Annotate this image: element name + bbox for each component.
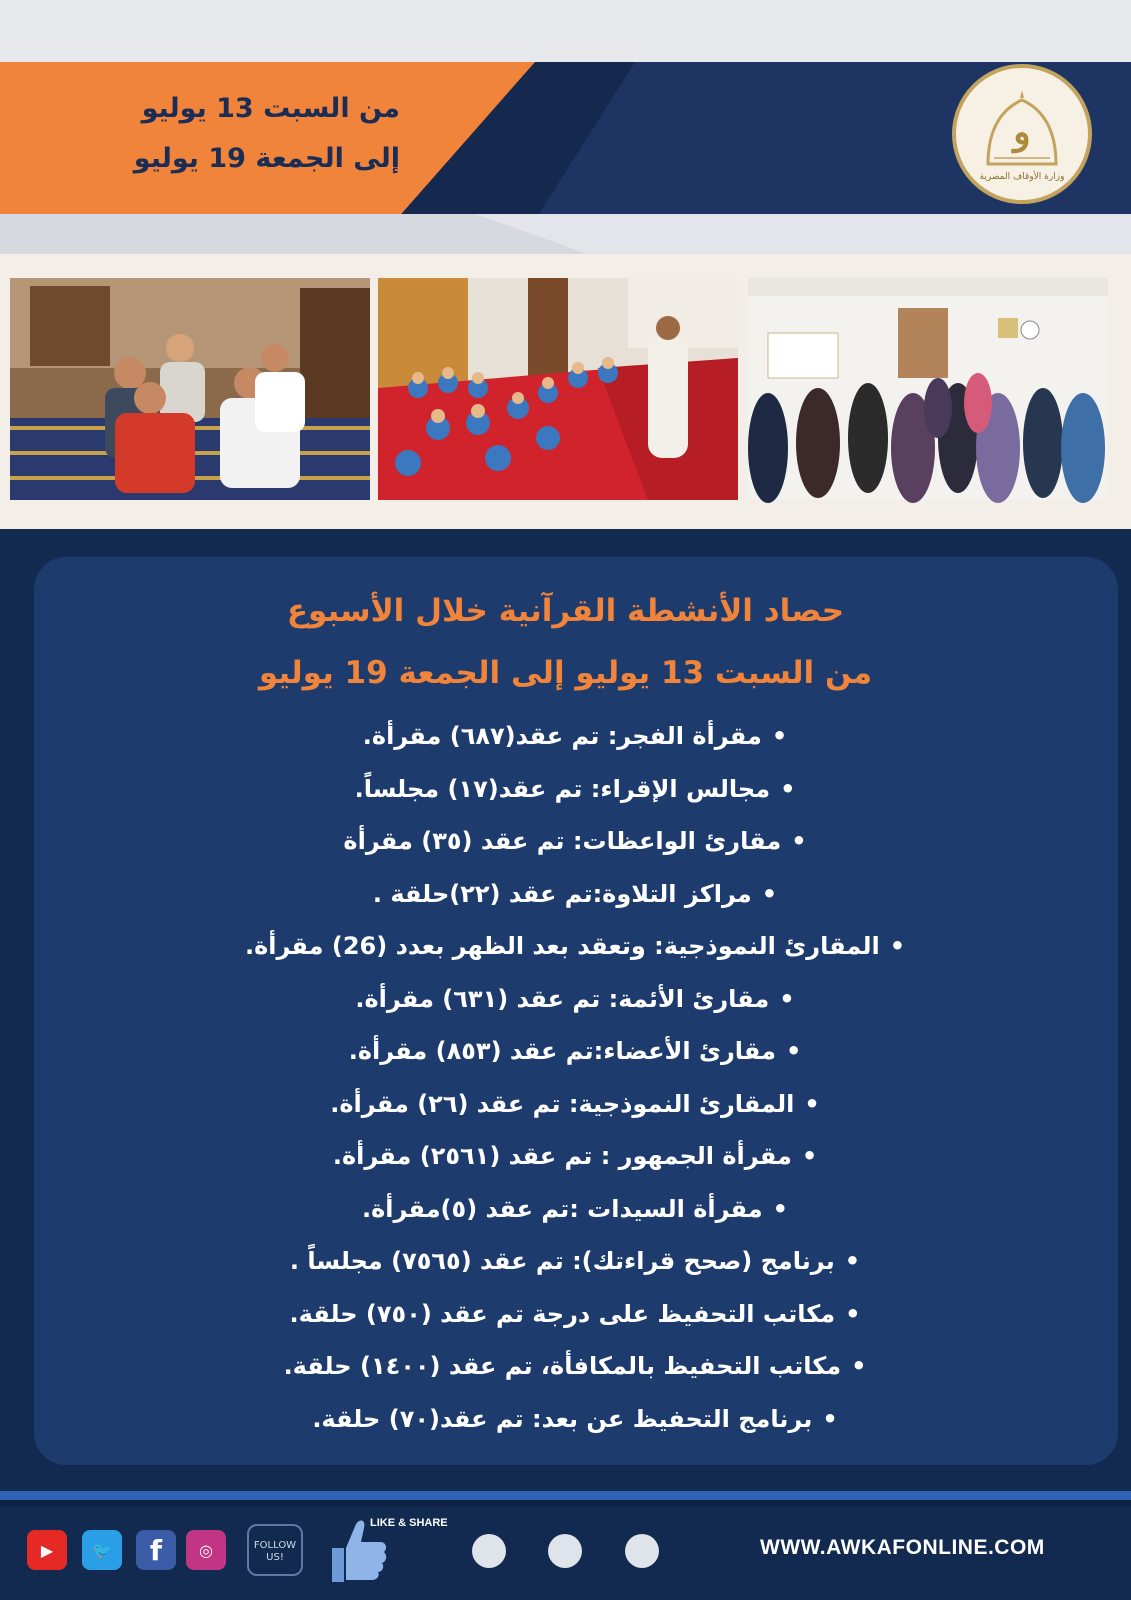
list-item-text: مقرأة الجمهور : تم عقد (٢٥٦١) مقرأة.	[332, 1142, 792, 1170]
website-link[interactable]: WWW.AWKAFONLINE.COM	[760, 1536, 1045, 1559]
list-item-text: مقرأة الفجر: تم عقد(٦٨٧) مقرأة.	[362, 722, 762, 750]
bullet-icon: •	[761, 879, 778, 908]
mosque-dome-icon	[974, 86, 1070, 170]
header-date-range	[70, 84, 400, 184]
like-share-badge	[320, 1510, 448, 1590]
page-dot	[625, 1534, 659, 1568]
bullet-icon: •	[779, 984, 795, 1013]
photo-men-reading-quran	[10, 278, 370, 500]
instagram-icon[interactable]: ◎	[186, 1530, 226, 1570]
page-dot	[548, 1534, 582, 1568]
bullet-icon: •	[791, 827, 807, 855]
header-top-strip	[0, 0, 1131, 62]
footer-accent-line	[0, 1491, 1131, 1500]
list-item-text: المقارئ النموذجية: وتعقد بعد الظهر بعدد (26) مقرأة.	[244, 932, 880, 960]
list-item-text: مقرأة السيدات :تم عقد (٥)مقرأة.	[361, 1194, 763, 1223]
card-title-date-range: من السبت 13 يوليو إلى الجمعة 19 يوليو	[258, 655, 873, 691]
bullet-icon: •	[804, 1089, 820, 1118]
activities-list	[60, 710, 1090, 1445]
list-item	[60, 710, 1090, 763]
date-line-start: من السبت 13 يوليو	[141, 93, 400, 124]
list-item	[60, 1025, 1090, 1078]
svg-text:LIKE & SHARE: LIKE & SHARE	[370, 1517, 448, 1529]
photo-women-quran-session	[748, 278, 1108, 500]
follow-us-badge: FOLLOW US!	[247, 1524, 303, 1576]
list-item	[60, 1130, 1090, 1183]
list-item-text: مقارئ الأئمة: تم عقد (٦٣١) مقرأة.	[355, 984, 770, 1013]
bullet-icon: •	[772, 1194, 789, 1223]
list-item-text: مقارئ الأعضاء:تم عقد (٨٥٣) مقرأة.	[348, 1037, 776, 1065]
youtube-icon[interactable]: ▶	[27, 1530, 67, 1570]
list-item	[60, 973, 1090, 1026]
bullet-icon: •	[851, 1352, 867, 1380]
list-item-text: مكاتب التحفيظ على درجة تم عقد (٧٥٠) حلقة.	[289, 1299, 836, 1328]
list-item	[60, 763, 1090, 816]
thumbs-up-icon	[320, 1510, 448, 1590]
twitter-icon[interactable]: 🐦	[82, 1530, 122, 1570]
card-title-heading: حصاد الأنشطة القرآنية خلال الأسبوع	[286, 593, 845, 629]
svg-text:و: و	[1013, 111, 1031, 153]
list-item-text: مقارئ الواعظات: تم عقد (٣٥) مقرأة	[343, 827, 782, 855]
list-item	[60, 815, 1090, 868]
bullet-icon: •	[771, 722, 788, 750]
bullet-icon: •	[801, 1142, 818, 1170]
list-item	[60, 920, 1090, 973]
card-title	[0, 580, 1131, 704]
logo-caption: وزارة الأوقاف المصرية	[979, 172, 1065, 182]
list-item-text: مكاتب التحفيظ بالمكافأة، تم عقد (١٤٠٠) حلقة.	[283, 1352, 842, 1380]
list-item-text: مجالس الإقراء: تم عقد(١٧) مجلساً.	[354, 774, 771, 803]
bullet-icon: •	[822, 1404, 838, 1433]
list-item	[60, 1393, 1090, 1446]
list-item-text: برنامج التحفيظ عن بعد: تم عقد(٧٠) حلقة.	[312, 1404, 813, 1433]
list-item	[60, 1183, 1090, 1236]
list-item-text: المقارئ النموذجية: تم عقد (٢٦) مقرأة.	[330, 1089, 795, 1118]
facebook-icon[interactable]: f	[136, 1530, 176, 1570]
list-item	[60, 1078, 1090, 1131]
list-item	[60, 1340, 1090, 1393]
page-dot	[472, 1534, 506, 1568]
list-item	[60, 868, 1090, 921]
ministry-logo	[952, 64, 1092, 204]
bullet-icon: •	[845, 1299, 861, 1328]
date-line-end: إلى الجمعة 19 يوليو	[133, 143, 400, 174]
list-item	[60, 1288, 1090, 1341]
list-item-text: برنامج (صحح قراءتك): تم عقد (٧٥٦٥) مجلساً .	[289, 1247, 835, 1275]
list-item	[60, 1235, 1090, 1288]
bullet-icon: •	[844, 1247, 861, 1275]
bullet-icon: •	[889, 932, 906, 960]
bullet-icon: •	[785, 1037, 802, 1065]
list-item-text: مراكز التلاوة:تم عقد (٢٢)حلقة .	[372, 879, 752, 908]
photo-children-quran-session	[378, 278, 738, 500]
bullet-icon: •	[780, 774, 796, 803]
